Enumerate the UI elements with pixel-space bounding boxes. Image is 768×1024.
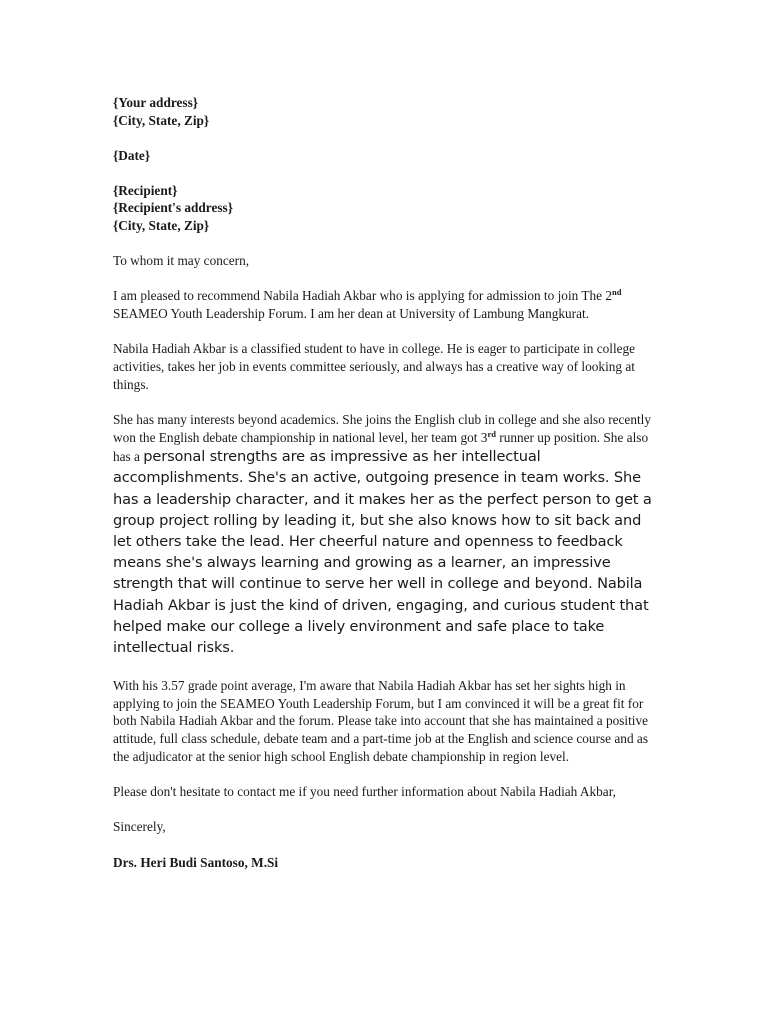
recipient-name: {Recipient} — [113, 182, 178, 198]
recommendation-letter — [113, 94, 658, 871]
paragraph-achievements: With his 3.57 grade point average, I'm aware that Nabila Hadiah Akbar has set her sights high in applying to join the SEAMEO Youth Leadership Forum, but I am convinced it will be a great fit for both Nabila Hadiah Akbar and the forum. Please take into account that she has maintained a positive attitude, full class schedule, debate team and a part-time job at the English and science course and as the adjudicator at the senior high school English debate championship in region level. — [113, 678, 649, 764]
paragraph-introduction-text-b: SEAMEO Youth Leadership Forum. I am her dean at University of Lambung Mangkurat. — [113, 306, 590, 322]
recipient-address: {Recipient's address} — [113, 200, 233, 216]
signature-name: Drs. Heri Budi Santoso, M.Si — [113, 854, 279, 870]
closing: Sincerely, — [113, 819, 166, 835]
ordinal-suffix: rd — [487, 428, 496, 439]
letter-date: {Date} — [113, 147, 151, 163]
ordinal-suffix: nd — [612, 287, 622, 298]
paragraph-interests — [113, 411, 658, 658]
paragraph-contact: Please don't hesitate to contact me if you need further information about Nabila Hadiah Akbar, — [113, 784, 616, 799]
sender-block — [113, 94, 658, 129]
paragraph-introduction — [113, 287, 658, 322]
paragraph-interests-text-a: She has many interests beyond academics. She joins the English club in college and she also recently won the English debate championship in national level, her team got 3 — [113, 412, 652, 445]
recipient-block — [113, 182, 658, 235]
paragraph-interests-text-sans: personal strengths are as impressive as her intellectual accomplishments. She's an active, outgoing presence in team works. She has a leadership character, and it makes her as the perfect person to get a group project rolling by leading it, but she also knows how to sit back and let others take the lead. Her cheerful nature and openness to feedback means she's always learning and growing as a learner, an impressive strength that will continue to serve her well in college and beyond. Nabila Hadiah Akbar is just the kind of driven, engaging, and curious student that helped make our college a lively environment and safe place to take intellectual risks. — [113, 448, 652, 657]
recipient-city-state-zip: {City, State, Zip} — [113, 217, 210, 233]
sender-address: {Your address} — [113, 95, 198, 110]
paragraph-interests-text-b: runner up position. She also has a — [113, 429, 649, 465]
paragraph-introduction-text-a: I am pleased to recommend Nabila Hadiah Akbar who is applying for admission to join The 2 — [113, 288, 613, 304]
salutation: To whom it may concern, — [113, 253, 250, 269]
sender-city-state-zip: {City, State, Zip} — [113, 112, 210, 128]
paragraph-character: Nabila Hadiah Akbar is a classified student to have in college. He is eager to participate in college activities, takes her job in events committee seriously, and always has a creative way of looking at things. — [113, 341, 636, 392]
